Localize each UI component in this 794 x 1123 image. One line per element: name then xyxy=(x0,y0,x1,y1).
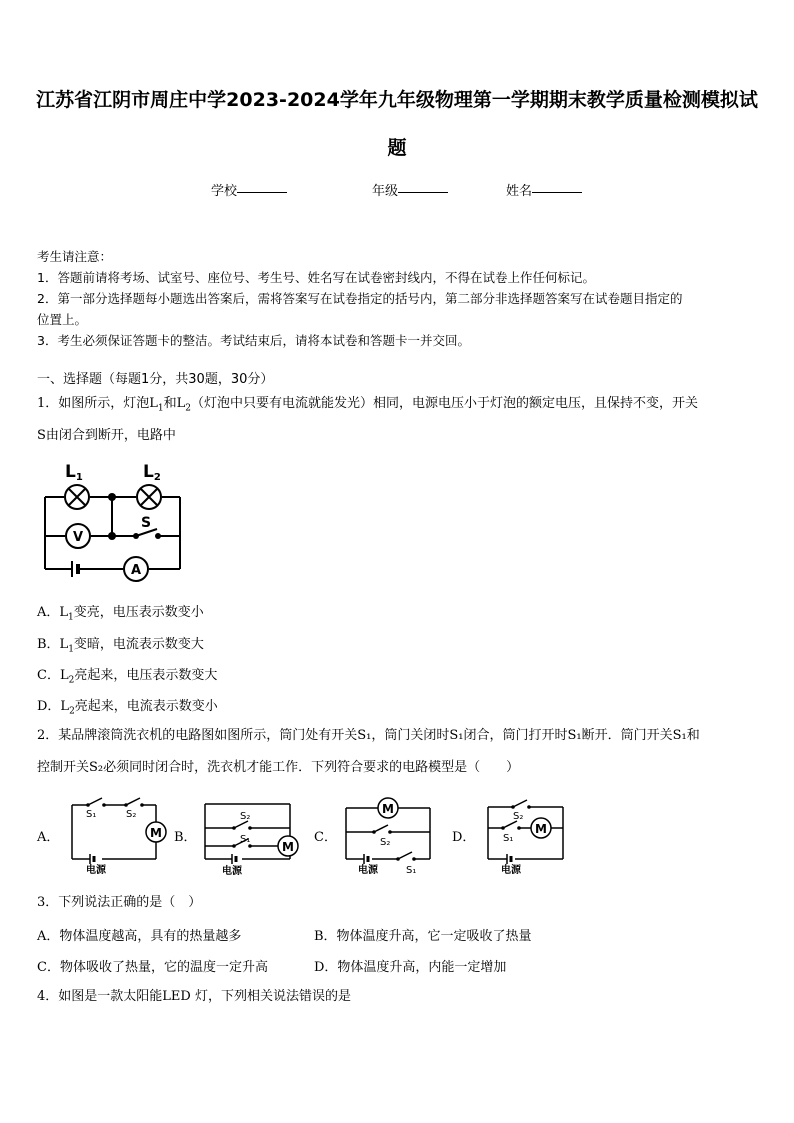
switch-s1-label: S₁ xyxy=(86,809,97,820)
q2-option-a[interactable]: A． xyxy=(37,830,60,845)
q3-option-a[interactable]: A．物体温度越高，具有的热量越多 xyxy=(37,929,242,944)
q1-option-d[interactable]: D．$L_2$亮起来，电流表示数变小 xyxy=(37,699,218,717)
switch-label: S xyxy=(141,515,152,531)
switch-s2-label: S₂ xyxy=(126,809,137,820)
voltmeter-icon: V xyxy=(73,530,84,545)
q2-option-b[interactable]: B． xyxy=(174,830,197,845)
label-l2: L2 xyxy=(143,462,161,483)
power-label: 电源 xyxy=(86,865,106,875)
q2-circuit-c xyxy=(340,795,440,877)
q1-option-b[interactable]: B．$L_1$变暗，电流表示数变大 xyxy=(37,637,204,655)
notice-heading: 考生请注意： xyxy=(37,249,113,264)
exam-notice xyxy=(37,246,759,351)
q2-circuit-d xyxy=(483,797,573,877)
motor-icon: M xyxy=(282,840,294,854)
q2-circuit-b xyxy=(200,800,310,878)
notice-item: 2．第一部分选择题每小题选出答案后，需将答案写在试卷指定的括号内，第二部分非选择题答案写在试卷题目指定的 xyxy=(37,291,683,306)
title-line-1: 江苏省江阴市周庄中学2023-2024学年九年级物理第一学期期末教学质量检测模拟试 xyxy=(36,89,758,111)
q2-option-d[interactable]: D． xyxy=(452,830,476,845)
switch-s2-label: S₂ xyxy=(513,811,524,822)
title-line-2: 题 xyxy=(387,137,407,159)
school-blank[interactable] xyxy=(237,180,287,193)
ammeter-icon: A xyxy=(131,563,142,578)
q1-option-c[interactable]: C．$L_2$亮起来，电压表示数变大 xyxy=(37,668,218,686)
switch-s2-label: S₂ xyxy=(240,811,251,822)
switch-s2-label: S₂ xyxy=(380,837,391,848)
label-l1: L1 xyxy=(65,462,83,483)
power-label: 电源 xyxy=(501,865,521,876)
q2-circuit-a xyxy=(68,795,170,875)
notice-item: 1．答题前请将考场、试室号、座位号、考生号、姓名写在试卷密封线内，不得在试卷上作任何标记。 xyxy=(37,270,595,285)
power-label: 电源 xyxy=(222,866,242,877)
q4-stem: 4．如图是一款太阳能LED 灯，下列相关说法错误的是 xyxy=(37,989,351,1004)
motor-icon: M xyxy=(382,802,394,816)
q2-stem-line2: 控制开关S₂必须同时闭合时，洗衣机才能工作．下列符合要求的电路模型是（ ） xyxy=(37,760,520,775)
q1-circuit-diagram xyxy=(40,455,190,585)
q2-stem-line1: 2．某品牌滚筒洗衣机的电路图如图所示，筒门处有开关S₁，筒门关闭时S₁闭合，筒门打开时S₁断开．筒门开关S₁和 xyxy=(37,728,700,743)
switch-s1-label: S₁ xyxy=(240,834,251,845)
q1-stem-line1: 1．如图所示，灯泡$L_1$和$L_2$（灯泡中只要有电流就能发光）相同，电源电压小于灯泡的额定电压，且保持不变，开关 xyxy=(37,396,699,414)
motor-icon: M xyxy=(150,826,162,840)
school-field[interactable]: 学校 xyxy=(211,180,237,199)
section-heading: 一、选择题（每题1分，共30题，30分） xyxy=(37,372,274,387)
motor-icon: M xyxy=(535,822,547,836)
switch-s1-label: S₁ xyxy=(503,833,514,844)
power-label: 电源 xyxy=(358,865,378,876)
q3-stem: 3．下列说法正确的是（ ） xyxy=(37,895,202,910)
grade-field[interactable]: 年级 xyxy=(372,180,398,199)
q3-option-b[interactable]: B．物体温度升高，它一定吸收了热量 xyxy=(314,929,532,944)
name-blank[interactable] xyxy=(532,180,582,193)
notice-item: 3．考生必须保证答题卡的整洁。考试结束后，请将本试卷和答题卡一并交回。 xyxy=(37,333,470,348)
q3-option-d[interactable]: D．物体温度升高，内能一定增加 xyxy=(314,960,507,975)
switch-s1-label: S₁ xyxy=(406,865,417,876)
q2-option-c[interactable]: C． xyxy=(314,830,337,845)
name-field[interactable]: 姓名 xyxy=(506,180,532,199)
q1-stem-line2: S由闭合到断开，电路中 xyxy=(37,428,176,443)
q3-option-c[interactable]: C．物体吸收了热量，它的温度一定升高 xyxy=(37,960,268,975)
notice-item: 位置上。 xyxy=(37,312,88,327)
q1-option-a[interactable]: A．$L_1$变亮，电压表示数变小 xyxy=(37,605,204,623)
paper-title xyxy=(30,78,764,170)
grade-blank[interactable] xyxy=(398,180,448,193)
